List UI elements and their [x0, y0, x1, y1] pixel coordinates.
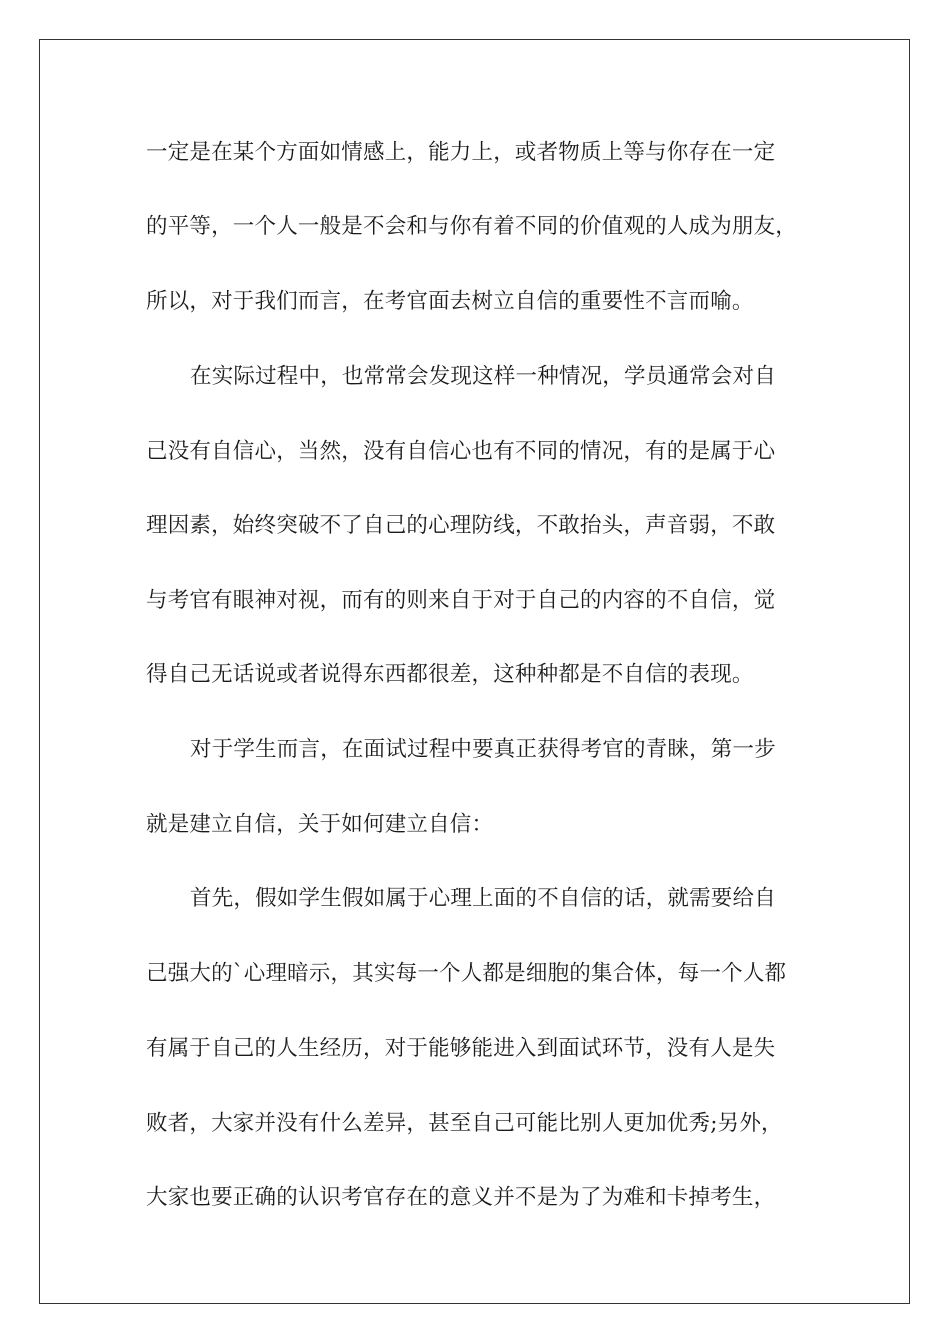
text-line: 就是建立自信，关于如何建立自信：	[146, 812, 494, 837]
text-line: 理因素，始终突破不了自己的心理防线，不敢抬头，声音弱，不敢	[146, 513, 776, 538]
text-line: 己强大的`心理暗示，其实每一个人都是细胞的集合体，每一个人都	[146, 961, 787, 986]
text-line: 有属于自己的人生经历，对于能够能进入到面试环节，没有人是失	[146, 1036, 776, 1061]
paragraph-first-line: 首先，假如学生假如属于心理上面的不自信的话，就需要给自	[190, 886, 776, 911]
text-line: 己没有自信心，当然，没有自信心也有不同的情况，有的是属于心	[146, 439, 776, 464]
paragraph-first-line: 对于学生而言，在面试过程中要真正获得考官的青睐，第一步	[190, 737, 776, 762]
text-line: 败者，大家并没有什么差异，甚至自己可能比别人更加优秀;另外，	[146, 1111, 783, 1136]
text-line: 所以，对于我们而言，在考官面去树立自信的重要性不言而喻。	[146, 289, 754, 314]
text-line: 与考官有眼神对视，而有的则来自于对于自己的内容的不自信，觉	[146, 588, 776, 613]
text-line: 一定是在某个方面如情感上，能力上，或者物质上等与你存在一定	[146, 140, 776, 165]
paragraph-first-line: 在实际过程中，也常常会发现这样一种情况，学员通常会对自	[190, 364, 776, 389]
text-line: 大家也要正确的认识考官存在的意义并不是为了为难和卡掉考生，	[146, 1185, 776, 1210]
text-line: 得自己无话说或者说得东西都很差，这种种都是不自信的表现。	[146, 662, 754, 687]
text-line: 的平等，一个人一般是不会和与你有着不同的价值观的人成为朋友，	[146, 214, 798, 239]
